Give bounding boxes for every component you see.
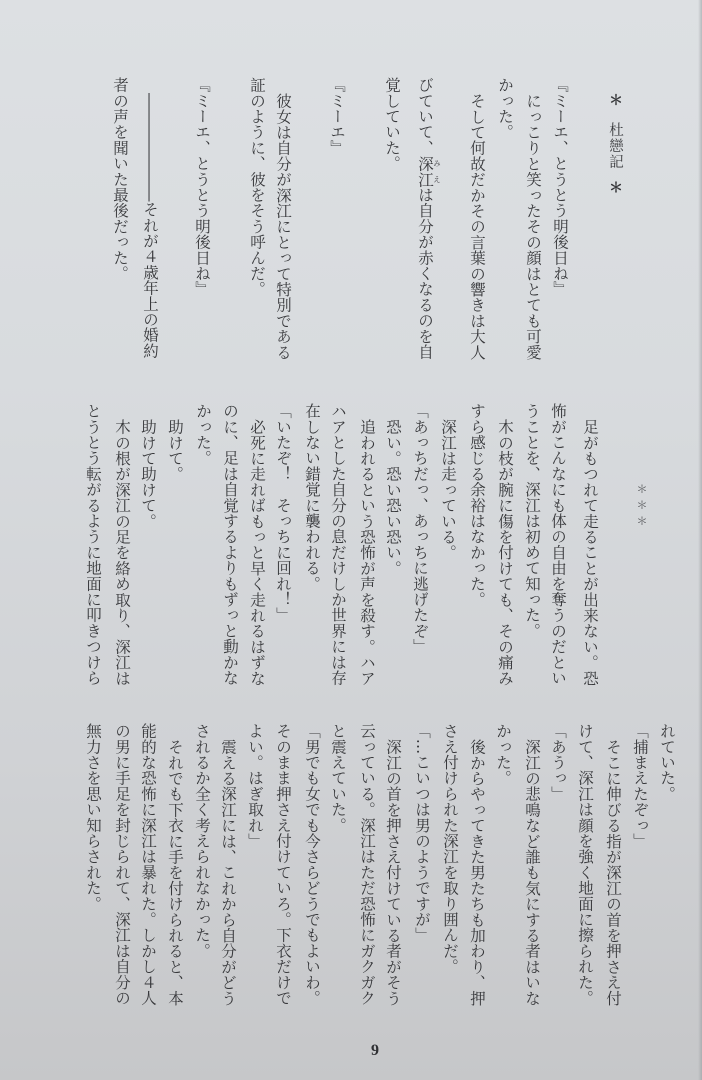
text-column: 助けて。 bbox=[166, 418, 184, 482]
text-column: 木の根が深江の足を絡め取り、深江は bbox=[113, 418, 131, 686]
page-number: 9 bbox=[371, 1042, 379, 1059]
text-column: れていた。 bbox=[658, 723, 676, 802]
ruby-reading: みえ bbox=[432, 155, 442, 187]
em-dash-line: ――――――― bbox=[141, 92, 159, 202]
text-column: 無力さを思い知らされた。 bbox=[84, 723, 102, 912]
text-column: かった。 bbox=[194, 403, 212, 466]
text-column: 証のように、彼をそう呼んだ。 bbox=[248, 77, 266, 297]
text-column: よい。はぎ取れ」 bbox=[246, 723, 264, 849]
text-column: ハアとした自分の息だけしか世界には存 bbox=[329, 403, 347, 686]
text-column: と震えていた。 bbox=[329, 723, 347, 833]
text-column: そのまま押さえ付けていろ。下衣だけで bbox=[274, 723, 292, 1006]
text-column: 在しない錯覚に襲われる。 bbox=[303, 403, 321, 592]
text-column: すら感じる余裕はなかった。 bbox=[468, 403, 486, 608]
text-column: 者の声を聞いた最後だった。 bbox=[111, 77, 129, 282]
text-column: にっこりと笑ったその顔はとても可愛 bbox=[524, 92, 542, 360]
text-column: 『ミーエ、とうとう明後日ね』 bbox=[551, 77, 569, 297]
story-title: 杜戀記 bbox=[607, 121, 623, 170]
text-column: とうとう転がるように地面に叩きつけら bbox=[84, 403, 102, 686]
text-column: そこに伸びる指が深江の首を押さえ付 bbox=[604, 738, 622, 1006]
text-column: されるか全く考えられなかった。 bbox=[193, 723, 211, 959]
text-column: けて、深江は顔を強く地面に擦られた。 bbox=[576, 723, 594, 1006]
text-column: 震える深江には、これから自分がどう bbox=[219, 738, 237, 1006]
text-column: 追われるという恐怖が声を殺す。ハア bbox=[358, 418, 376, 686]
text-column: そして何故だかその言葉の響きは大人 bbox=[468, 92, 486, 360]
text-fragment: びていて、 bbox=[416, 77, 434, 156]
text-column: 「あっちだっ、あっちに逃げたぞ」 bbox=[411, 403, 429, 655]
text-fragment: それが４歳年上の婚約 bbox=[141, 201, 159, 359]
text-column: かった。 bbox=[496, 77, 514, 140]
text-column: 助けて助けて。 bbox=[139, 418, 157, 529]
text-column: 『ミーエ』 bbox=[328, 77, 346, 156]
text-column: 「捕まえたぞっ」 bbox=[631, 723, 649, 849]
ruby-base: 深江 bbox=[416, 155, 434, 187]
text-column: 『ミーエ、とうとう明後日ね』 bbox=[193, 77, 211, 297]
asterisk-icon: ＊ bbox=[607, 92, 623, 107]
text-column: 「いたぞ！ そっちに回れ！」 bbox=[274, 403, 292, 623]
text-column: のに、足は自覚するよりもずっと動かな bbox=[221, 403, 239, 686]
text-column: 恐い。恐い恐い恐い。 bbox=[384, 418, 402, 576]
text-column: 彼女は自分が深江にとって特別である bbox=[274, 92, 292, 360]
text-column: 深江の首を押さえ付けている者がそう bbox=[384, 738, 402, 1006]
text-column: 深江は走っている。 bbox=[439, 418, 457, 560]
text-column: 必死に走ればもっと早く走れるはずな bbox=[248, 418, 266, 686]
text-column: さえ付けられた深江を取り囲んだ。 bbox=[441, 723, 459, 975]
text-column: 後からやってきた男たちも加わり、押 bbox=[468, 738, 486, 1006]
section-break-asterisks: ＊＊＊ bbox=[635, 483, 648, 531]
asterisk-icon: ＊ bbox=[607, 179, 623, 195]
text-fragment: は自分が赤くなるのを自 bbox=[416, 186, 434, 360]
text-column: 「男でも女でも今さらどうでもよいわ。 bbox=[303, 723, 321, 1006]
text-column: 木の枝が腕に傷を付けても、その痛み bbox=[496, 418, 514, 686]
text-column: 「あうっ」 bbox=[549, 723, 567, 802]
text-column: の男に手足を封じられて、深江は自分の bbox=[113, 723, 131, 1006]
text-column: それでも下衣に手を付けられると、本 bbox=[166, 738, 184, 1006]
text-column: 足がもつれて走ることが出来ない。恐 bbox=[581, 418, 599, 686]
text-column: かった。 bbox=[494, 723, 512, 786]
text-column: 覚していた。 bbox=[383, 77, 401, 172]
text-column: うことを、深江は初めて知った。 bbox=[523, 403, 541, 639]
text-column: 深江の悲鳴など誰も気にする者はいな bbox=[523, 738, 541, 1006]
text-column: 「…こいつは男のようですが」 bbox=[413, 723, 431, 943]
text-column: 云っている。深江はただ恐怖にガクガク bbox=[358, 723, 376, 1006]
text-column: 怖がこんなにも体の自由を奪うのだとい bbox=[549, 403, 567, 686]
text-column: 能的な恐怖に深江は暴れた。しかし４人 bbox=[139, 723, 157, 1006]
